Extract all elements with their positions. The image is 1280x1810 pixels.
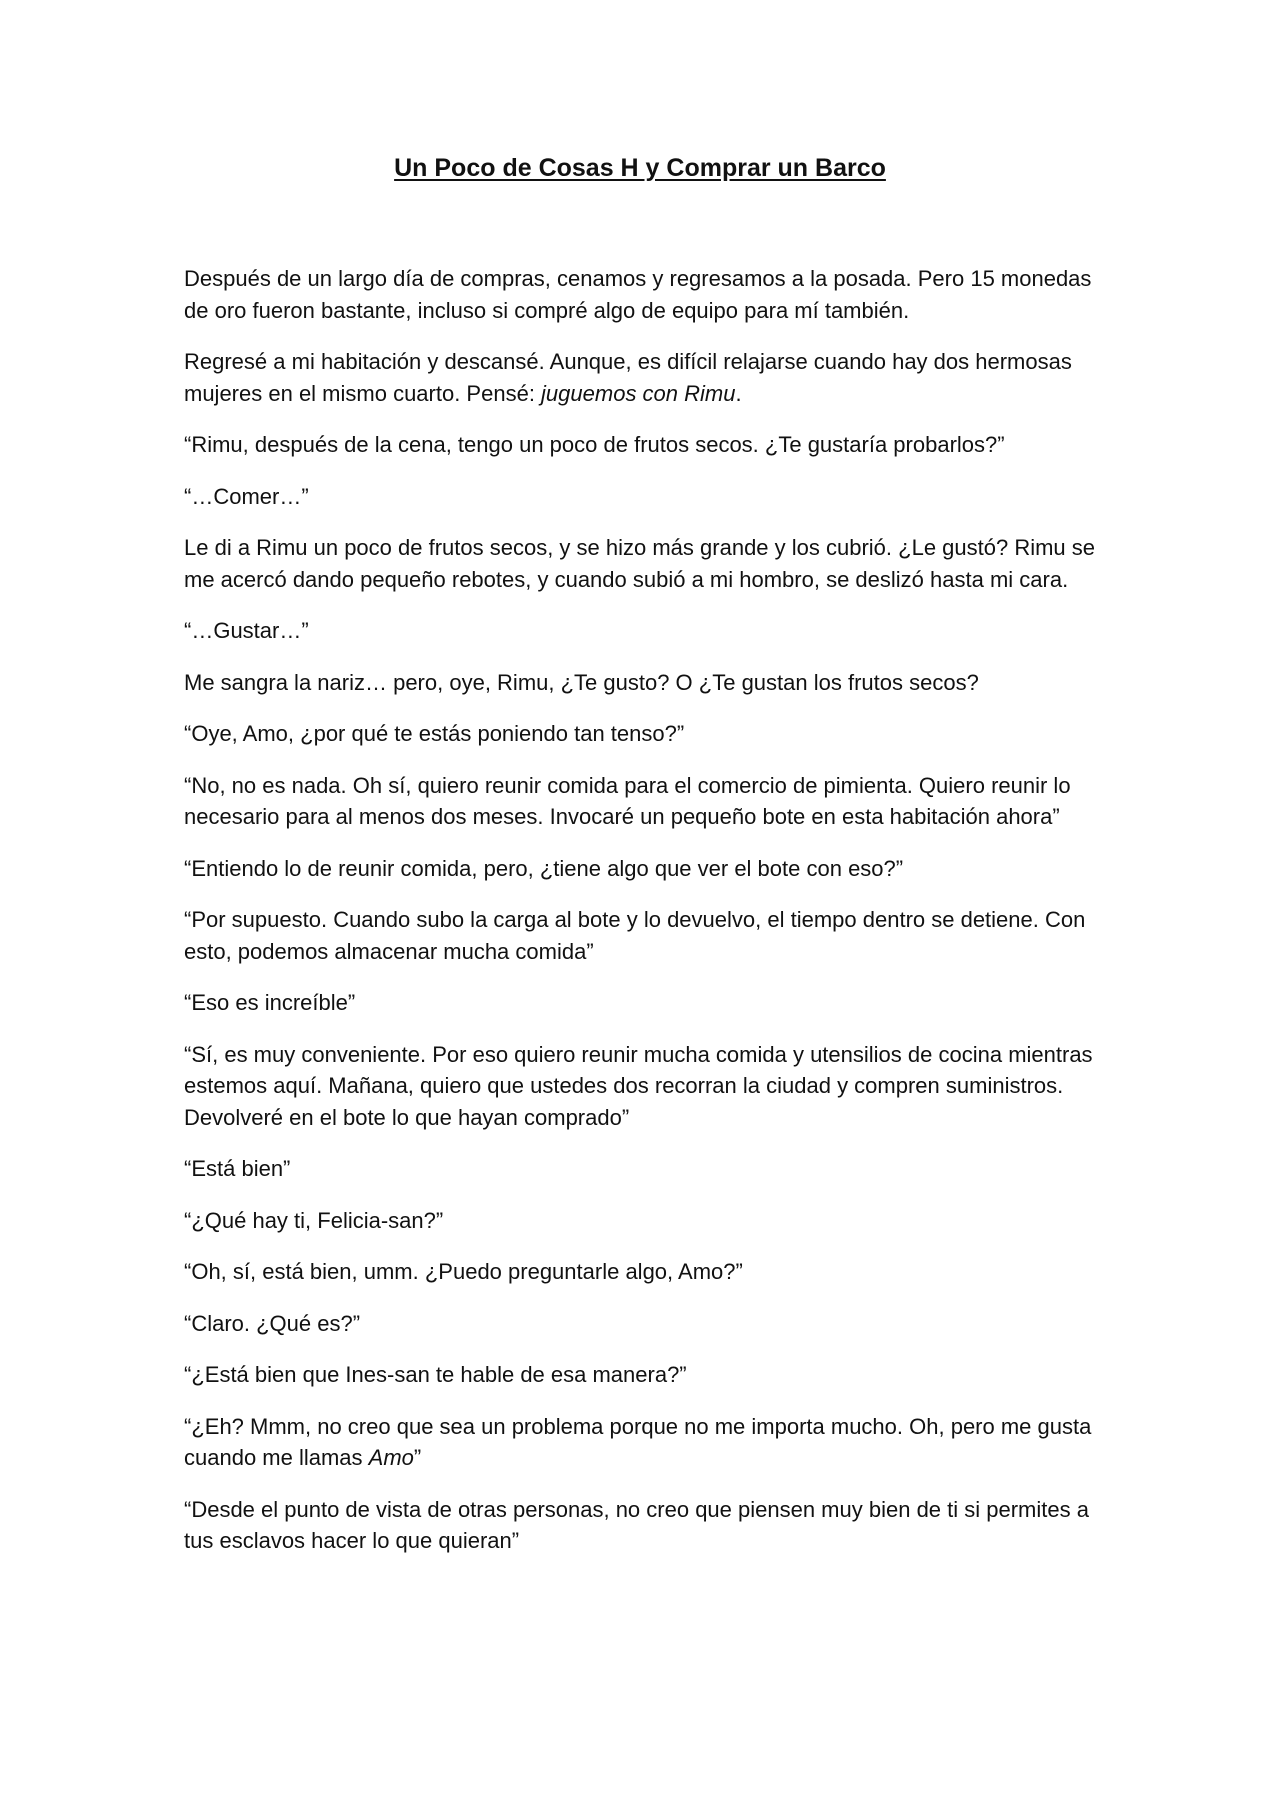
paragraph-text: “Eso es increíble” (184, 990, 356, 1015)
paragraph-text: “Entiendo lo de reunir comida, pero, ¿tiene algo que ver el bote con eso?” (184, 855, 904, 881)
paragraph-text: “Claro. ¿Qué es?” (184, 1310, 361, 1336)
paragraph (184, 853, 1114, 885)
paragraph-text: “Desde el punto de vista de otras personas, no creo que piensen muy bien de ti si permites a tus esclavos hacer lo que quieran” (184, 1496, 1089, 1553)
paragraph-text: “Por supuesto. Cuando subo la carga al bote y lo devuelvo, el tiempo dentro se detiene. Con esto, podemos almacenar mucha comida” (184, 907, 1086, 964)
paragraph (184, 1308, 1114, 1340)
document-title: Un Poco de Cosas H y Comprar un Barco (394, 154, 886, 182)
paragraph (184, 1205, 1114, 1237)
paragraph (184, 718, 1114, 750)
paragraph (184, 1039, 1114, 1134)
document-body (184, 263, 1114, 1577)
paragraph (184, 1411, 1114, 1474)
paragraph (184, 1359, 1114, 1391)
paragraph-text: “Oye, Amo, ¿por qué te estás poniendo tan tenso?” (184, 721, 685, 746)
paragraph-text: ” (413, 1445, 422, 1470)
paragraph-text: “No, no es nada. Oh sí, quiero reunir comida para el comercio de pimienta. Quiero reunir lo necesario para al menos dos meses. Invocaré un pequeño bote en esta habitación ahora” (184, 772, 1071, 829)
paragraph (184, 904, 1114, 967)
paragraph-text: “Está bien” (184, 1156, 291, 1181)
paragraph-text: “Rimu, después de la cena, tengo un poco de frutos secos. ¿Te gustaría probarlos?” (184, 432, 1005, 457)
paragraph (184, 481, 1114, 513)
paragraph-text: Me sangra la nariz… pero, oye, Rimu, ¿Te gusto? O ¿Te gustan los frutos secos? (184, 669, 979, 695)
paragraph-text: Después de un largo día de compras, cenamos y regresamos a la posada. Pero 15 monedas de oro fueron bastante, incluso si compré algo de equipo para mí también. (184, 266, 1092, 323)
paragraph-text: . (735, 380, 742, 406)
paragraph (184, 1153, 1114, 1185)
paragraph (184, 987, 1114, 1019)
paragraph (184, 263, 1114, 326)
paragraph-text: “…Comer…” (184, 483, 309, 509)
paragraph-text: “¿Está bien que Ines-san te hable de esa manera?” (184, 1362, 687, 1387)
paragraph (184, 1256, 1114, 1288)
paragraph-text: “Oh, sí, está bien, umm. ¿Puedo preguntarle algo, Amo?” (184, 1259, 743, 1284)
paragraph-text: Regresé a mi habitación y descansé. Aunque, es difícil relajarse cuando hay dos hermosas mujeres en el mismo cuarto. Pensé: (184, 349, 1072, 406)
paragraph (184, 346, 1114, 409)
paragraph (184, 770, 1114, 833)
paragraph-text: Le di a Rimu un poco de frutos secos, y se hizo más grande y los cubrió. ¿Le gustó? Rimu se me acercó dando pequeño rebotes, y cuando subió a mi hombro, se deslizó hasta mi cara. (184, 535, 1096, 592)
paragraph (184, 429, 1114, 461)
paragraph (184, 667, 1114, 699)
paragraph-text: “Sí, es muy conveniente. Por eso quiero reunir mucha comida y utensilios de cocina mientras estemos aquí. Mañana, quiero que ustedes dos recorran la ciudad y compren suministros. Devolveré en el bote lo que hayan comprado” (184, 1041, 1093, 1130)
paragraph (184, 1494, 1114, 1557)
paragraph-text: “¿Qué hay ti, Felicia-san?” (184, 1207, 444, 1233)
paragraph-text: “…Gustar…” (184, 618, 309, 643)
paragraph (184, 615, 1114, 647)
italic-text: Amo (368, 1445, 414, 1470)
paragraph (184, 532, 1114, 595)
italic-text: juguemos con Rimu (541, 380, 736, 406)
paragraph-text: “¿Eh? Mmm, no creo que sea un problema porque no me importa mucho. Oh, pero me gusta cuando me llamas (184, 1413, 1092, 1470)
